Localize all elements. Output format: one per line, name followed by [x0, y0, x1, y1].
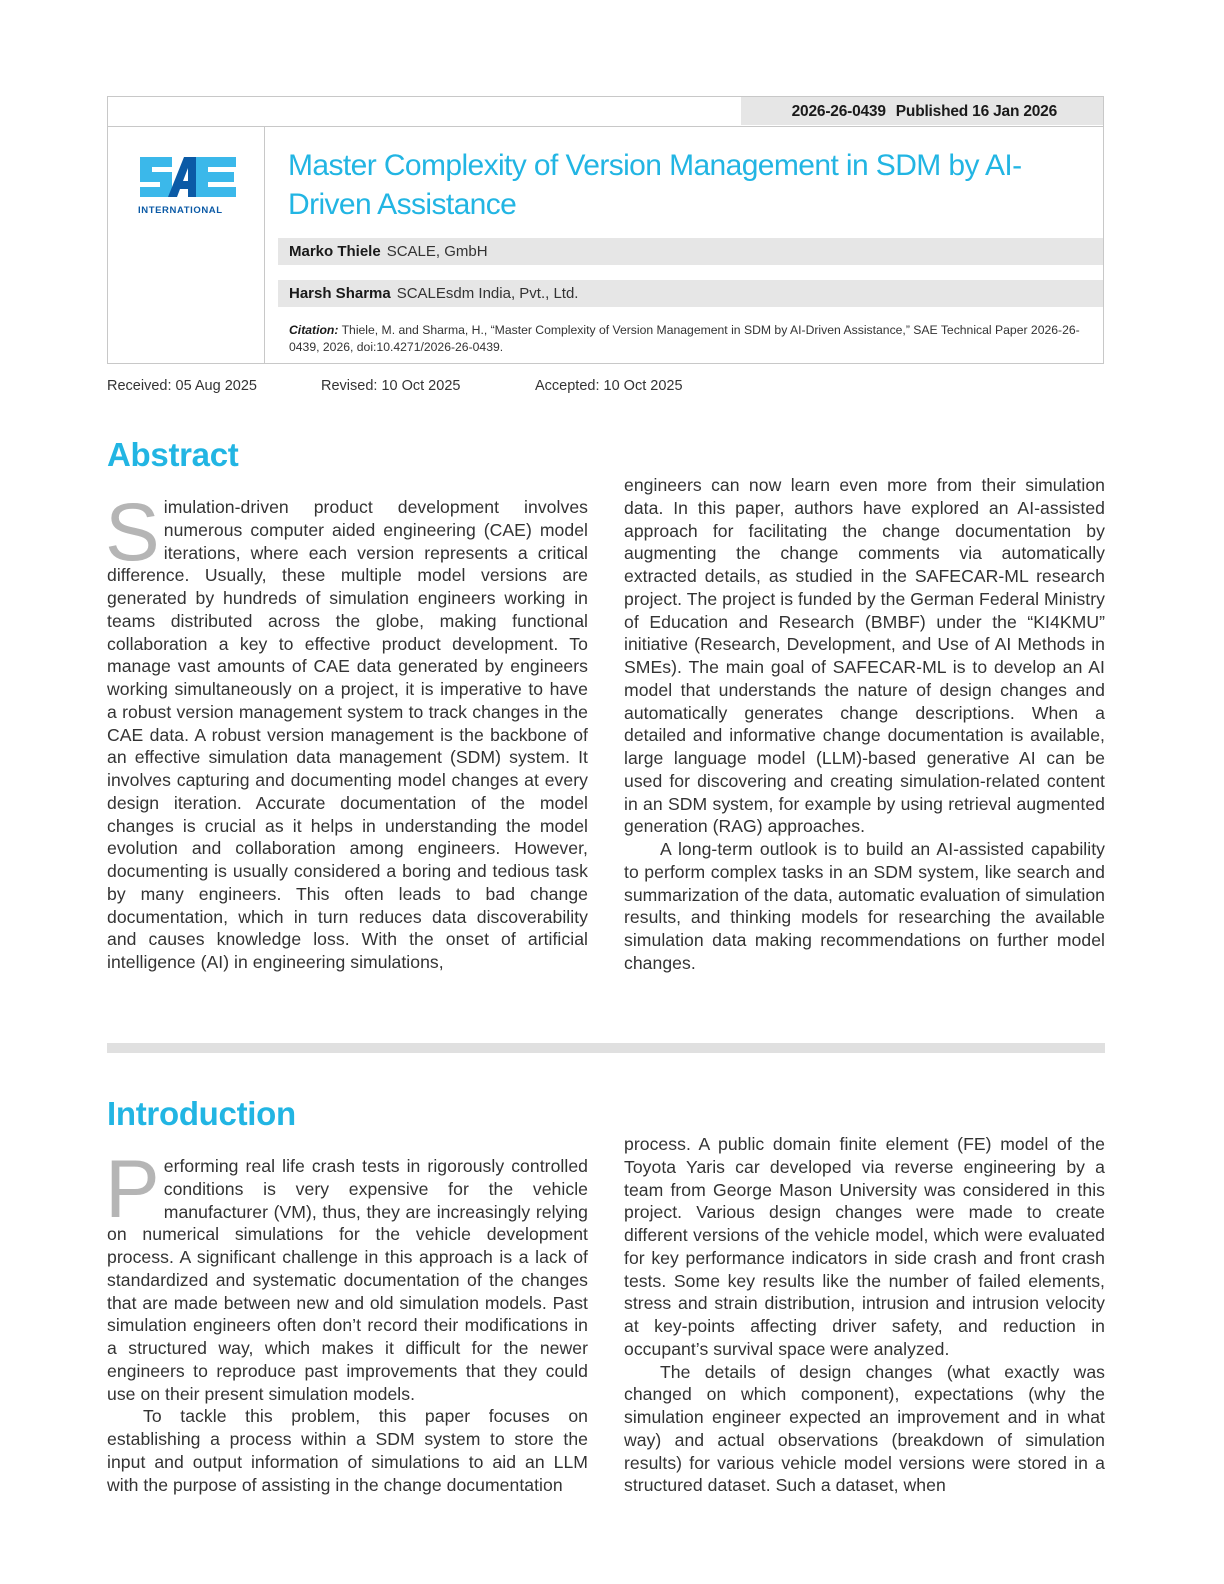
abstract-left-column: [105, 487, 588, 974]
abstract-paragraph: engineers can now learn even more from their simulation data. In this paper, authors have explored an AI-assisted approach for facilitating the change documentation by augmenting the change comments via automatically extracted details, as studied in the SAFECAR-ML research project. The project is funded by the German Federal Ministry of Education and Research (BMBF) under the “KI4KMU” initiative (Research, Development, and Use of AI Methods in SMEs). The main goal of SAFECAR-ML is to develop an AI model that understands the nature of design changes and automatically generates change descriptions. When a detailed and informative change documentation is available, large language model (LLM)-based generative AI can be used for discovering and creating simulation-related content in an SDM system, for example by using retrieval augmented generation (RAG) approaches.: [624, 475, 1105, 837]
drop-cap: P: [105, 1144, 160, 1235]
introduction-left-column: [105, 1144, 588, 1496]
introduction-right-column: [624, 1133, 1105, 1497]
sae-logo-icon: [138, 153, 238, 201]
header-top-row: [108, 97, 1103, 127]
logo-cell: [108, 126, 265, 363]
author-name: Marko Thiele: [289, 243, 381, 260]
accepted-date: Accepted: 10 Oct 2025: [535, 378, 683, 394]
revised-date: Revised: 10 Oct 2025: [321, 378, 461, 394]
intro-paragraph: The details of design changes (what exactly was changed on which component), expectations (why the simulation engineer expected an improvement and in what way) and actual observations (breakdown of simulation results) for various vehicle model versions were stored in a structured dataset. Such a dataset, when: [624, 1361, 1105, 1496]
paper-title: Master Complexity of Version Management in SDM by AI-Driven Assistance: [288, 149, 1022, 221]
paper-header: [107, 96, 1104, 364]
citation-text: Thiele, M. and Sharma, H., “Master Complexity of Version Management in SDM by AI-Driven Assistance,” SAE Technical Paper 2026-26-0439, 2026, doi:10.4271/2026-26-0439.: [289, 323, 1080, 354]
sae-logo: [138, 153, 238, 219]
logo-subtitle: INTERNATIONAL: [138, 205, 223, 216]
intro-paragraph: process. A public domain finite element (FE) model of the Toyota Yaris car developed via reverse engineering by a team from George Mason University was considered in this project. Various design changes were made to create different versions of the vehicle model, which were evaluated for key performance indicators in side crash and front crash tests. Some key results like the number of failed elements, stress and strain distribution, intrusion and intrusion velocity at key-points affecting driver safety, and reduction in occupant’s survival space were analyzed.: [624, 1134, 1105, 1359]
paragraph-text: erforming real life crash tests in rigorously controlled conditions is very expensive for the vehicle manufacturer (VM), thus, they are increasingly relying on numerical simulations for the vehicle development process. A significant challenge in this approach is a lack of standardized and systematic documentation of the changes that are made between new and old simulation models. Past simulation engineers often don’t record their modifications in a structured way, which makes it difficult for the newer engineers to reproduce past improvements that they could use on their present simulation models.: [107, 1156, 588, 1404]
author-name: Harsh Sharma: [289, 285, 391, 302]
published-date: Published 16 Jan 2026: [895, 103, 1057, 120]
abstract-paragraph: [105, 487, 588, 974]
intro-paragraph: [105, 1144, 588, 1405]
abstract-paragraph: A long-term outlook is to build an AI-assisted capability to perform complex tasks in an SDM system, like search and summarization of the data, automatic evaluation of simulation results, and thinking models for researching the available simulation data making recommendations on further model changes.: [624, 839, 1105, 973]
citation-label: Citation:: [289, 323, 339, 337]
author-affiliation: SCALE, GmbH: [386, 243, 488, 260]
introduction-heading: Introduction: [107, 1095, 296, 1132]
citation: [289, 322, 1099, 356]
author-row: [278, 238, 1103, 265]
received-date: Received: 05 Aug 2025: [107, 378, 257, 394]
abstract-heading: Abstract: [107, 436, 239, 473]
section-divider: [107, 1043, 1105, 1053]
intro-paragraph: To tackle this problem, this paper focuses on establishing a process within a SDM system to store the input and output information of simulations to aid an LLM with the purpose of assisting in the change documentation: [107, 1406, 588, 1495]
author-affiliation: SCALEsdm India, Pvt., Ltd.: [396, 285, 579, 302]
drop-cap: S: [105, 487, 160, 578]
paragraph-text: imulation-driven product development involves numerous computer aided engineering (CAE) model iterations, where each version represents a critical difference. Usually, these multiple model versions are generated by hundreds of simulation engineers working in teams distributed across the globe, making functional collaboration a key to effective product development. To manage vast amounts of CAE data generated by engineers working simultaneously on a project, it is imperative to have a robust version management system to track changes in the CAE data. A robust version management is the backbone of an effective simulation data management (SDM) system. It involves capturing and documenting model changes at every design iteration. Accurate documentation of the model changes is crucial as it helps in understanding the model evolution and collaboration among engineers. However, documenting is usually considered a boring and tedious task by many engineers. This often leads to bad change documentation, which in turn reduces data discoverability and causes knowledge loss. With the onset of artificial intelligence (AI) in engineering simulations,: [107, 497, 588, 972]
abstract-right-column: [624, 474, 1105, 975]
publication-band: [741, 97, 1103, 125]
author-row: [278, 280, 1103, 307]
paper-number: 2026-26-0439: [791, 103, 886, 120]
